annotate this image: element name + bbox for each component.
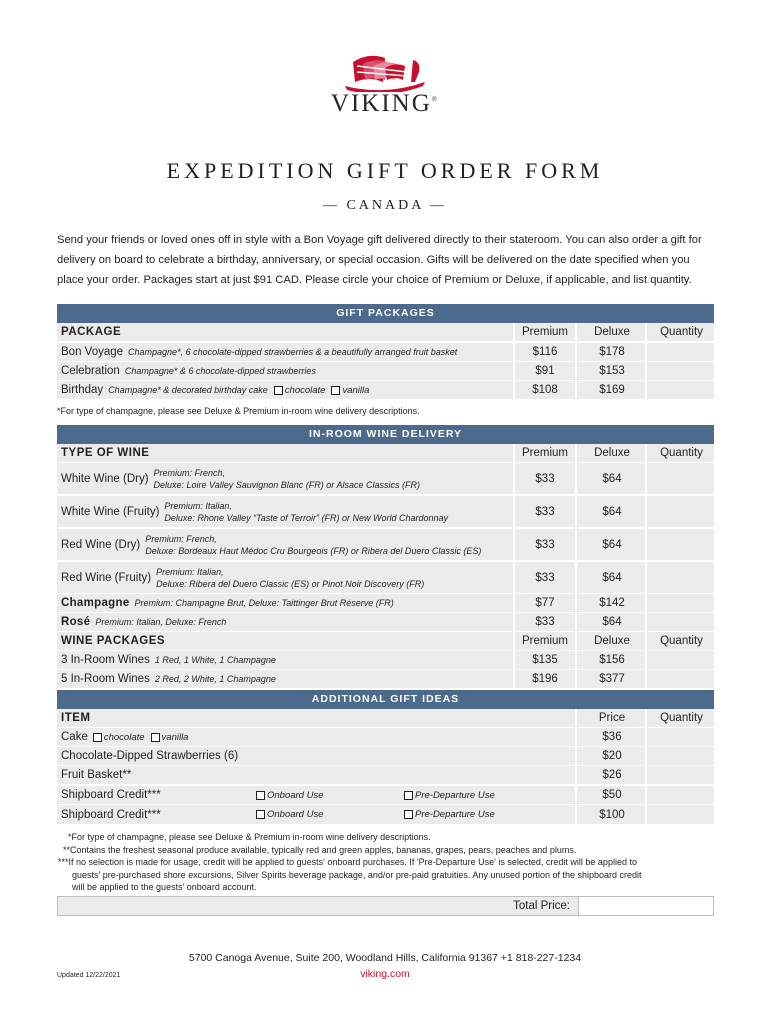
wine-packages-header [57,632,714,650]
premium-col-label: Premium [521,326,568,338]
pre-departure-option[interactable]: Pre-Departure Use [404,790,495,801]
wine-packages-label: WINE PACKAGES [61,635,166,647]
deluxe-price[interactable]: $377 [599,673,625,685]
quantity-field[interactable] [649,766,714,784]
wine-delivery-band: IN-ROOM WINE DELIVERY [57,425,714,444]
brand-wordmark: VIKING® [330,90,440,117]
premium-price[interactable]: $33 [535,505,555,518]
item-name: Fruit Basket** [61,769,132,781]
checkbox-icon[interactable] [331,386,340,395]
table-row [57,766,714,784]
table-row: Red Wine (Fruity) Premium: Italian, Deluxe: Ribera del Duero Classic (ES) or Pinot Noir Discovery (FR) $33 $64 [57,562,714,593]
deluxe-price[interactable]: $64 [602,616,622,628]
premium-price[interactable]: $33 [535,472,555,485]
onboard-use-option[interactable]: Onboard Use [256,809,404,820]
deluxe-price[interactable]: $178 [599,346,625,358]
deluxe-price[interactable]: $64 [602,472,622,485]
deluxe-price[interactable]: $142 [599,597,625,609]
package-name: Bon Voyage [61,346,124,358]
wine-name: White Wine (Fruity) [61,505,160,518]
quantity-field[interactable] [649,613,714,631]
deluxe-col-label: Deluxe [594,635,630,647]
package-name: Birthday [61,384,104,396]
premium-col-label: Premium [521,635,568,647]
deluxe-price[interactable]: $156 [599,654,625,666]
table-row [57,670,714,688]
wine-type-col-label: TYPE OF WINE [61,447,150,459]
footnote-fruit-basket: **Contains the freshest seasonal produce available, typically red and green apples, bananas, grapes, pears, peaches and plums. [63,844,577,855]
wine-name: Red Wine (Dry) [61,538,141,551]
wine-desc: Premium: Italian, Deluxe: French [95,617,227,627]
vanilla-option[interactable]: vanilla [145,732,189,743]
wine-package-desc: 1 Red, 1 White, 1 Champagne [154,655,276,665]
table-row [57,651,714,669]
deluxe-price[interactable]: $64 [602,571,622,584]
item-name: Shipboard Credit*** [61,789,161,801]
price-col-label: Price [598,712,626,724]
website-link[interactable]: viking.com [360,968,410,980]
page-subtitle: — CANADA — [322,198,448,213]
additional-gifts-band: ADDITIONAL GIFT IDEAS [57,690,714,709]
checkbox-icon[interactable] [274,386,283,395]
table-row [57,594,714,612]
quantity-field[interactable] [649,594,714,612]
table-row [57,362,714,380]
quantity-col-label: Quantity [660,712,703,724]
item-col-label: ITEM [61,712,91,724]
premium-price[interactable]: $108 [532,384,558,396]
premium-price[interactable]: $116 [532,346,558,358]
package-col-label: PACKAGE [61,326,122,338]
premium-price[interactable]: $33 [535,616,555,628]
deluxe-price[interactable]: $64 [602,538,622,551]
chocolate-option[interactable]: chocolate [93,732,145,743]
premium-price[interactable]: $135 [532,654,558,666]
wine-name: Red Wine (Fruity) [61,571,152,584]
viking-ship-logo-icon [339,52,431,92]
table-row: Red Wine (Dry) Premium: French, Deluxe: Bordeaux Haut Médoc Cru Bourgeois (FR) or Ribera del Duero Classic (ES) $33 $64 [57,529,714,560]
quantity-field[interactable] [649,381,714,399]
total-price-row [57,896,714,916]
total-price-label: Total Price: [513,900,570,912]
table-row [57,747,714,765]
checkbox-icon[interactable] [93,733,102,742]
package-desc: Champagne* & decorated birthday cake [108,385,268,395]
premium-price[interactable]: $33 [535,538,555,551]
onboard-use-option[interactable]: Onboard Use [256,790,404,801]
quantity-field[interactable] [649,496,714,527]
package-desc: Champagne*, 6 chocolate-dipped strawberries & a beautifully arranged fruit basket [128,347,458,357]
checkbox-icon[interactable] [256,810,265,819]
quantity-field[interactable] [649,786,714,804]
footnotes: *For type of champagne, please see Deluxe & Premium in-room wine delivery descriptions. **Contains the freshest seasonal produce available, typically red and green apples, bananas, grapes, pears, peaches and plums. ***If no selection is made for usage, credit will be applied to guests' onboard purchases. If 'Pre-Departure Use' is selected, credit will be applied to guests' pre-purchased shore excursions, Silver Spirits beverage package, and/or pre-paid gratuities. Any unused portion of the shipboard credit will be applied to the guests' onboard account. [58,831,718,894]
page-title: EXPEDITION GIFT ORDER FORM [166,158,604,183]
updated-date: Updated 12/22/2021 [57,972,121,979]
table-row: White Wine (Dry) Premium: French, Deluxe: Loire Valley Sauvignon Blanc (FR) or Alsace Classics (FR) $33 $64 [57,463,714,494]
quantity-field[interactable] [649,747,714,765]
item-name: Shipboard Credit*** [61,808,161,821]
premium-price[interactable]: $196 [532,673,558,685]
package-name: Celebration [61,365,120,377]
footer-address: 5700 Canoga Avenue, Suite 200, Woodland Hills, California 91367 +1 818-227-1234 [188,952,582,964]
wine-package-name: 5 In-Room Wines [61,673,150,685]
item-name: Cake [61,731,88,743]
checkbox-icon[interactable] [404,791,413,800]
premium-price[interactable]: $91 [535,365,555,377]
item-name: Chocolate-Dipped Strawberries (6) [61,750,239,762]
table-row [57,805,714,824]
deluxe-col-label: Deluxe [594,447,630,459]
quantity-field[interactable] [649,463,714,494]
quantity-field[interactable] [649,343,714,361]
wine-package-desc: 2 Red, 2 White, 1 Champagne [154,674,276,684]
checkbox-icon[interactable] [404,810,413,819]
wine-desc: Premium: Champagne Brut, Deluxe: Taittinger Brut Réserve (FR) [134,598,394,608]
wine-name: White Wine (Dry) [61,472,149,485]
quantity-field[interactable] [649,728,714,746]
wine-package-name: 3 In-Room Wines [61,654,150,666]
item-price: $26 [602,769,622,781]
quantity-field[interactable] [649,805,714,824]
champagne-note: *For type of champagne, please see Deluxe & Premium in-room wine delivery descriptions. [57,406,420,416]
table-row [57,613,714,631]
deluxe-price[interactable]: $153 [599,365,625,377]
deluxe-col-label: Deluxe [594,326,630,338]
additional-header [57,709,714,727]
item-price: $36 [602,731,622,743]
quantity-field[interactable] [649,651,714,669]
quantity-col-label: Quantity [660,447,703,459]
deluxe-price[interactable]: $169 [599,384,625,396]
intro-paragraph: Send your friends or loved ones off in style with a Bon Voyage gift delivered directly to their stateroom. You can also order a gift for delivery on board to celebrate a birthday, anniversary, or special occasion. Gifts will be delivered on the date specified when you place your order. Packages start at just $91 CAD. Please circle your choice of Premium or Deluxe, if applicable, and list quantity. [57,234,702,286]
chocolate-option[interactable]: chocolate [268,385,326,396]
table-row [57,381,714,399]
quantity-field[interactable] [649,529,714,560]
item-price: $20 [602,750,622,762]
gift-packages-band: GIFT PACKAGES [57,304,714,323]
checkbox-icon[interactable] [256,791,265,800]
premium-price[interactable]: $77 [535,597,555,609]
item-price: $100 [599,808,625,821]
quantity-col-label: Quantity [660,635,703,647]
gift-packages-header [57,323,714,341]
wine-name: Champagne [61,597,130,609]
package-desc: Champagne* & 6 chocolate-dipped strawberries [124,366,316,376]
vanilla-option[interactable]: vanilla [325,385,369,396]
table-row: White Wine (Fruity) Premium: Italian, Deluxe: Rhone Valley “Taste of Terroir” (FR) or New World Chardonnay $33 $64 [57,496,714,527]
footnote-champagne: *For type of champagne, please see Deluxe & Premium in-room wine delivery descriptions. [68,832,431,842]
deluxe-price[interactable]: $64 [602,505,622,518]
quantity-field[interactable] [649,562,714,593]
table-row [57,728,714,746]
quantity-col-label: Quantity [660,326,703,338]
pre-departure-option[interactable]: Pre-Departure Use [404,809,495,820]
logo [0,52,770,118]
table-row [57,343,714,361]
quantity-field[interactable] [649,670,714,688]
footnote-shipboard-credit: ***If no selection is made for usage, credit will be applied to guests' onboard purchases. If 'Pre-Departure Use' is selected, credit will be applied to [58,857,637,867]
item-price: $50 [602,789,622,801]
quantity-field[interactable] [649,362,714,380]
checkbox-icon[interactable] [151,733,160,742]
wine-name: Rosé [61,616,91,628]
premium-price[interactable]: $33 [535,571,555,584]
wine-header [57,444,714,462]
total-price-field[interactable] [578,897,713,915]
table-row [57,786,714,804]
premium-col-label: Premium [521,447,568,459]
